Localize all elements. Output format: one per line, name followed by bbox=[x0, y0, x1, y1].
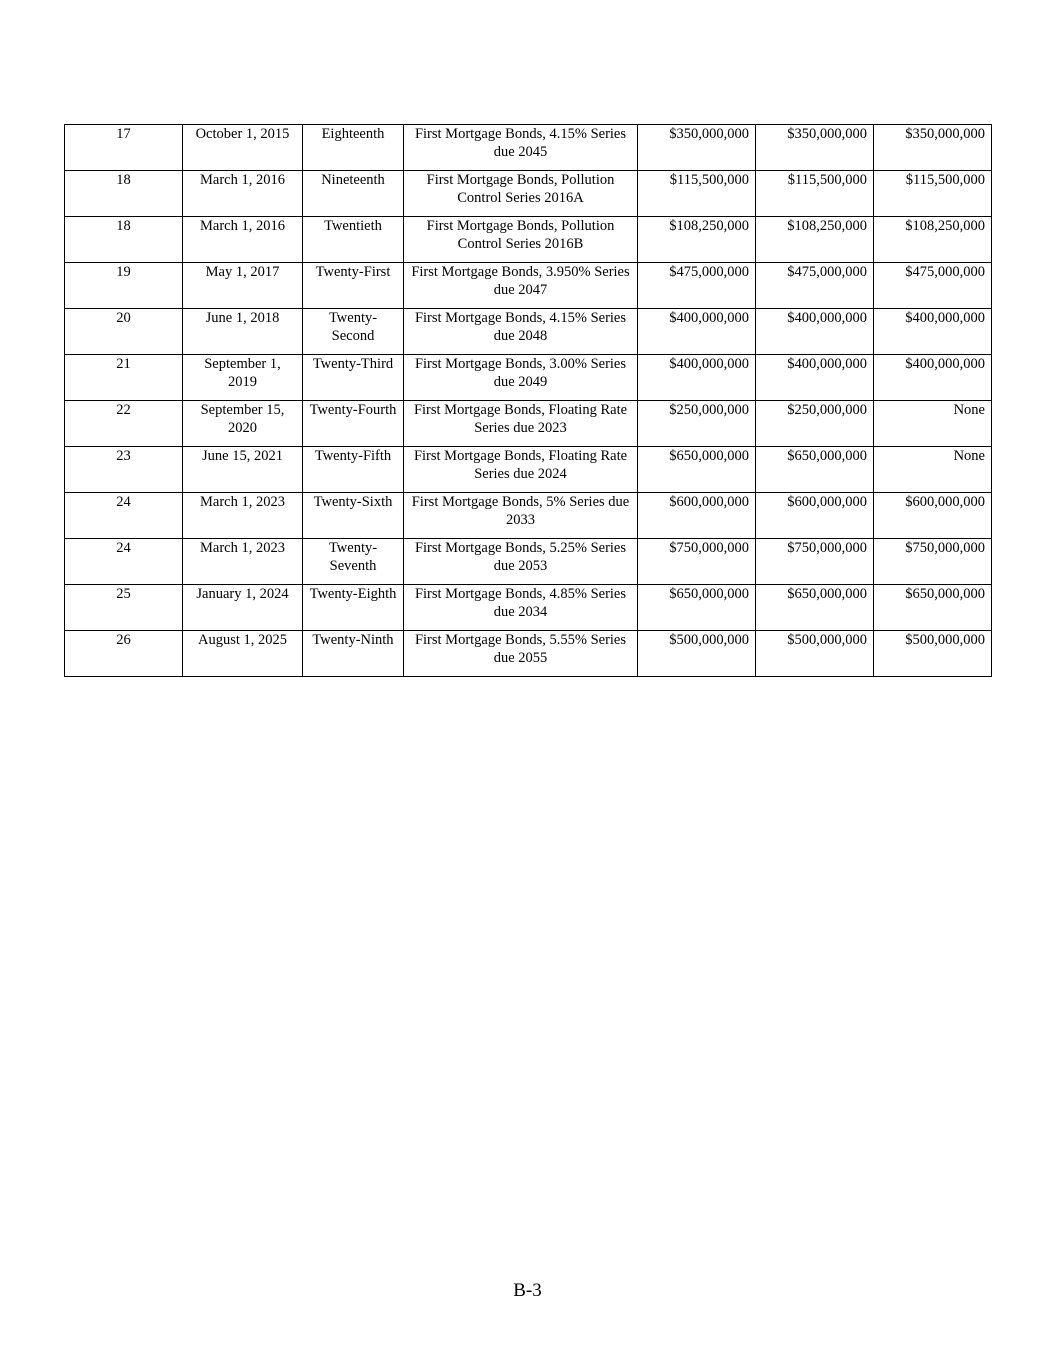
amount-authenticated-cell: $650,000,000 bbox=[756, 447, 874, 493]
amount-issued-cell: $500,000,000 bbox=[638, 631, 756, 677]
amount-authenticated-cell: $350,000,000 bbox=[756, 125, 874, 171]
indenture-cell: Twenty-Third bbox=[303, 355, 404, 401]
date-cell: June 15, 2021 bbox=[183, 447, 303, 493]
supplemental-number-cell: 21 bbox=[65, 355, 183, 401]
series-cell: First Mortgage Bonds, Pollution Control Series 2016B bbox=[404, 217, 638, 263]
date-cell: May 1, 2017 bbox=[183, 263, 303, 309]
page-number: B-3 bbox=[513, 1280, 542, 1301]
indenture-cell: Twenty-Fifth bbox=[303, 447, 404, 493]
amount-outstanding-cell: $475,000,000 bbox=[874, 263, 992, 309]
indenture-cell: Eighteenth bbox=[303, 125, 404, 171]
series-cell: First Mortgage Bonds, Pollution Control Series 2016A bbox=[404, 171, 638, 217]
amount-issued-cell: $650,000,000 bbox=[638, 585, 756, 631]
date-cell: June 1, 2018 bbox=[183, 309, 303, 355]
table-row bbox=[65, 631, 992, 677]
table-row bbox=[65, 585, 992, 631]
indenture-cell: Nineteenth bbox=[303, 171, 404, 217]
amount-outstanding-cell: $400,000,000 bbox=[874, 309, 992, 355]
supplemental-number-cell: 24 bbox=[65, 493, 183, 539]
table-row bbox=[65, 493, 992, 539]
series-cell: First Mortgage Bonds, 4.15% Series due 2045 bbox=[404, 125, 638, 171]
supplemental-number-cell: 19 bbox=[65, 263, 183, 309]
amount-outstanding-cell: None bbox=[874, 447, 992, 493]
table-row bbox=[65, 217, 992, 263]
date-cell: September 1, 2019 bbox=[183, 355, 303, 401]
indenture-cell: Twenty-Seventh bbox=[303, 539, 404, 585]
indenture-cell: Twenty-Ninth bbox=[303, 631, 404, 677]
amount-issued-cell: $108,250,000 bbox=[638, 217, 756, 263]
supplemental-number-cell: 17 bbox=[65, 125, 183, 171]
amount-outstanding-cell: $650,000,000 bbox=[874, 585, 992, 631]
supplemental-number-cell: 18 bbox=[65, 171, 183, 217]
amount-issued-cell: $750,000,000 bbox=[638, 539, 756, 585]
amount-authenticated-cell: $400,000,000 bbox=[756, 355, 874, 401]
amount-authenticated-cell: $750,000,000 bbox=[756, 539, 874, 585]
amount-outstanding-cell: $350,000,000 bbox=[874, 125, 992, 171]
supplemental-number-cell: 18 bbox=[65, 217, 183, 263]
amount-authenticated-cell: $650,000,000 bbox=[756, 585, 874, 631]
amount-issued-cell: $350,000,000 bbox=[638, 125, 756, 171]
supplemental-number-cell: 20 bbox=[65, 309, 183, 355]
series-cell: First Mortgage Bonds, Floating Rate Series due 2023 bbox=[404, 401, 638, 447]
amount-outstanding-cell: $108,250,000 bbox=[874, 217, 992, 263]
amount-issued-cell: $250,000,000 bbox=[638, 401, 756, 447]
amount-authenticated-cell: $115,500,000 bbox=[756, 171, 874, 217]
table-row bbox=[65, 309, 992, 355]
date-cell: March 1, 2023 bbox=[183, 539, 303, 585]
supplemental-number-cell: 22 bbox=[65, 401, 183, 447]
amount-issued-cell: $115,500,000 bbox=[638, 171, 756, 217]
series-cell: First Mortgage Bonds, 3.00% Series due 2049 bbox=[404, 355, 638, 401]
date-cell: March 1, 2023 bbox=[183, 493, 303, 539]
table-row bbox=[65, 401, 992, 447]
amount-outstanding-cell: $750,000,000 bbox=[874, 539, 992, 585]
amount-authenticated-cell: $500,000,000 bbox=[756, 631, 874, 677]
table-body bbox=[65, 125, 992, 677]
indenture-cell: Twenty-Sixth bbox=[303, 493, 404, 539]
amount-issued-cell: $600,000,000 bbox=[638, 493, 756, 539]
indenture-cell: Twenty-First bbox=[303, 263, 404, 309]
series-cell: First Mortgage Bonds, 4.85% Series due 2034 bbox=[404, 585, 638, 631]
amount-authenticated-cell: $250,000,000 bbox=[756, 401, 874, 447]
series-cell: First Mortgage Bonds, 5% Series due 2033 bbox=[404, 493, 638, 539]
table-row bbox=[65, 447, 992, 493]
series-cell: First Mortgage Bonds, Floating Rate Series due 2024 bbox=[404, 447, 638, 493]
table-row bbox=[65, 263, 992, 309]
amount-outstanding-cell: $400,000,000 bbox=[874, 355, 992, 401]
amount-outstanding-cell: None bbox=[874, 401, 992, 447]
amount-authenticated-cell: $400,000,000 bbox=[756, 309, 874, 355]
amount-issued-cell: $400,000,000 bbox=[638, 355, 756, 401]
amount-authenticated-cell: $108,250,000 bbox=[756, 217, 874, 263]
table-row bbox=[65, 125, 992, 171]
supplemental-number-cell: 25 bbox=[65, 585, 183, 631]
series-cell: First Mortgage Bonds, 5.55% Series due 2055 bbox=[404, 631, 638, 677]
date-cell: October 1, 2015 bbox=[183, 125, 303, 171]
indenture-cell: Twenty-Fourth bbox=[303, 401, 404, 447]
date-cell: August 1, 2025 bbox=[183, 631, 303, 677]
date-cell: January 1, 2024 bbox=[183, 585, 303, 631]
series-cell: First Mortgage Bonds, 3.950% Series due 2047 bbox=[404, 263, 638, 309]
amount-authenticated-cell: $600,000,000 bbox=[756, 493, 874, 539]
amount-outstanding-cell: $600,000,000 bbox=[874, 493, 992, 539]
date-cell: September 15, 2020 bbox=[183, 401, 303, 447]
amount-issued-cell: $475,000,000 bbox=[638, 263, 756, 309]
amount-issued-cell: $400,000,000 bbox=[638, 309, 756, 355]
supplemental-number-cell: 23 bbox=[65, 447, 183, 493]
supplemental-number-cell: 26 bbox=[65, 631, 183, 677]
indenture-cell: Twenty-Second bbox=[303, 309, 404, 355]
table-row bbox=[65, 539, 992, 585]
table-row bbox=[65, 171, 992, 217]
series-cell: First Mortgage Bonds, 4.15% Series due 2048 bbox=[404, 309, 638, 355]
supplemental-number-cell: 24 bbox=[65, 539, 183, 585]
series-cell: First Mortgage Bonds, 5.25% Series due 2053 bbox=[404, 539, 638, 585]
date-cell: March 1, 2016 bbox=[183, 217, 303, 263]
amount-authenticated-cell: $475,000,000 bbox=[756, 263, 874, 309]
amount-outstanding-cell: $115,500,000 bbox=[874, 171, 992, 217]
amount-outstanding-cell: $500,000,000 bbox=[874, 631, 992, 677]
bond-series-table bbox=[64, 124, 992, 677]
indenture-cell: Twentieth bbox=[303, 217, 404, 263]
date-cell: March 1, 2016 bbox=[183, 171, 303, 217]
table-row bbox=[65, 355, 992, 401]
amount-issued-cell: $650,000,000 bbox=[638, 447, 756, 493]
indenture-cell: Twenty-Eighth bbox=[303, 585, 404, 631]
